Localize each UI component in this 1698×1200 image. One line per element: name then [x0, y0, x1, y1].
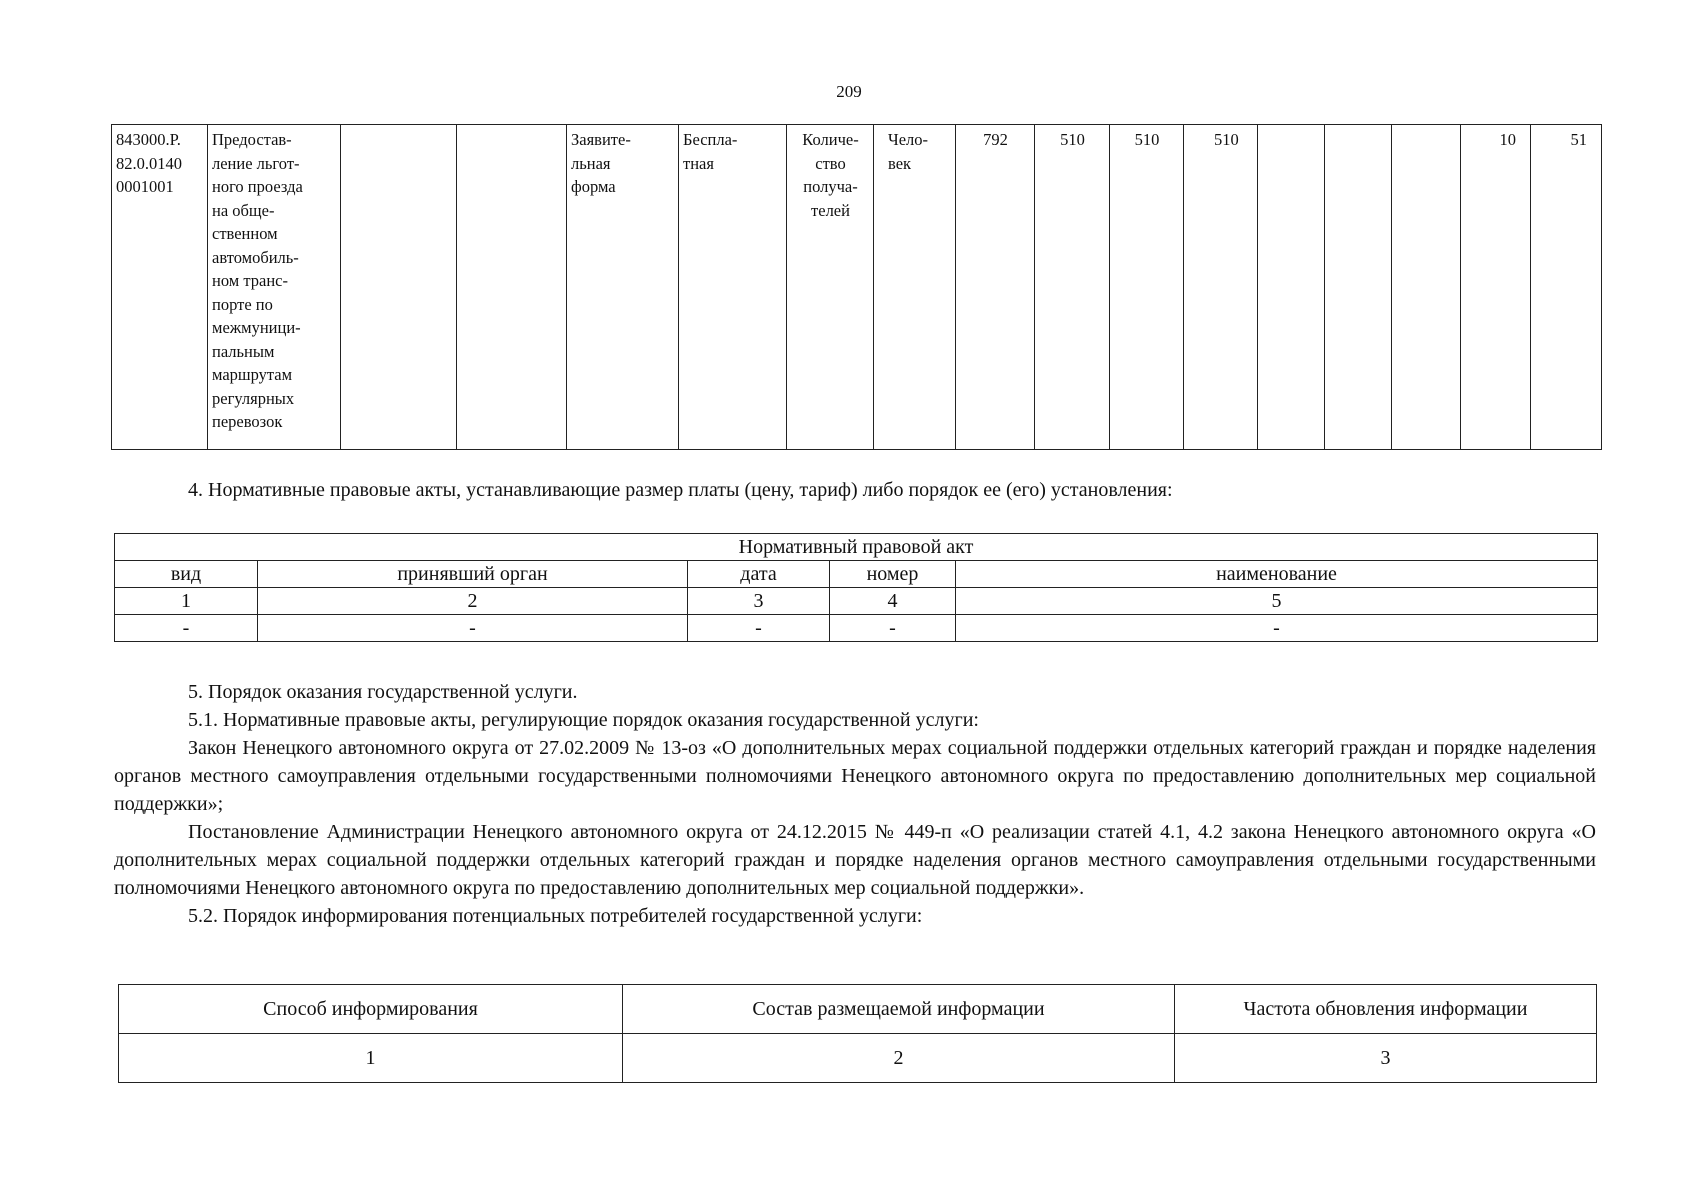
- empty-cell: [1392, 125, 1461, 450]
- column-number: 1: [119, 1034, 623, 1083]
- column-header: Способ информирования: [119, 985, 623, 1034]
- legal-act-table: [114, 533, 1598, 642]
- value-cell: 510: [1184, 125, 1258, 450]
- okei-code-cell: 792: [956, 125, 1035, 450]
- column-header: Частота обновления информации: [1175, 985, 1597, 1034]
- column-header: принявший орган: [258, 561, 688, 588]
- column-header: дата: [688, 561, 830, 588]
- section-5-text: [114, 678, 1596, 930]
- indicator-cell: Количе- ство получа- телей: [787, 125, 874, 450]
- table-title-row: [115, 534, 1598, 561]
- resolution-paragraph: Постановление Администрации Ненецкого автономного округа от 24.12.2015 № 449-п «О реализации статей 4.1, 4.2 закона Ненецкого автономного округа «О дополнительных мерах социальной поддержки отдельных категорий граждан и порядке наделения органов местного самоуправления отдельными государственными полномочиями Ненецкого автономного округа по предоставлению дополнительных мер социальной поддержки».: [114, 821, 1596, 899]
- value-cell: 510: [1110, 125, 1184, 450]
- column-number: 3: [688, 588, 830, 615]
- table-header-row: [119, 985, 1597, 1034]
- empty-cell: [457, 125, 567, 450]
- column-number: 3: [1175, 1034, 1597, 1083]
- section-5-heading: 5. Порядок оказания государственной услуги.: [188, 681, 578, 703]
- deviation-percent-cell: 10: [1461, 125, 1531, 450]
- law-paragraph: Закон Ненецкого автономного округа от 27.02.2009 № 13-оз «О дополнительных мерах социальной поддержки отдельных категорий граждан и порядке наделения органов местного самоуправления отдельными государственными полномочиями Ненецкого автономного округа по предоставлению дополнительных мер социальной поддержки»;: [114, 737, 1596, 815]
- table-row: [115, 588, 1598, 615]
- table-cell: -: [115, 615, 258, 642]
- column-header: Состав размещаемой информации: [623, 985, 1175, 1034]
- column-number: 1: [115, 588, 258, 615]
- section-5-2-heading: 5.2. Порядок информирования потенциальных потребителей государственной услуги:: [188, 905, 923, 927]
- column-number: 2: [258, 588, 688, 615]
- payment-cell: Беспла- тная: [679, 125, 787, 450]
- table-cell: -: [956, 615, 1598, 642]
- unit-cell: Чело- век: [874, 125, 956, 450]
- service-indicators-table: [111, 124, 1602, 450]
- empty-cell: [1325, 125, 1392, 450]
- table-row: [112, 125, 1602, 450]
- informing-table: [118, 984, 1597, 1083]
- table-row: [115, 615, 1598, 642]
- registry-number-cell: 843000.Р. 82.0.0140 0001001: [112, 125, 208, 450]
- table-cell: -: [830, 615, 956, 642]
- column-number: 2: [623, 1034, 1175, 1083]
- table-row: [119, 1034, 1597, 1083]
- column-header: номер: [830, 561, 956, 588]
- table-title: Нормативный правовой акт: [115, 534, 1598, 561]
- deviation-absolute-cell: 51: [1531, 125, 1602, 450]
- column-header: вид: [115, 561, 258, 588]
- table-cell: -: [258, 615, 688, 642]
- service-name-cell: Предостав- ление льгот- ного проезда на обще- ственном автомобиль- ном транс- порте по межмуници- пальным маршрутам регулярных перевозок: [208, 125, 341, 450]
- column-number: 4: [830, 588, 956, 615]
- column-number: 5: [956, 588, 1598, 615]
- section-4-heading: 4. Нормативные правовые акты, устанавливающие размер платы (цену, тариф) либо порядок ее (его) установления:: [188, 479, 1173, 501]
- form-cell: Заявите- льная форма: [567, 125, 679, 450]
- table-cell: -: [688, 615, 830, 642]
- table-header-row: [115, 561, 1598, 588]
- column-header: наименование: [956, 561, 1598, 588]
- value-cell: 510: [1035, 125, 1110, 450]
- section-5-1-heading: 5.1. Нормативные правовые акты, регулирующие порядок оказания государственной услуги:: [188, 709, 979, 731]
- empty-cell: [341, 125, 457, 450]
- empty-cell: [1258, 125, 1325, 450]
- page-number: 209: [836, 82, 862, 101]
